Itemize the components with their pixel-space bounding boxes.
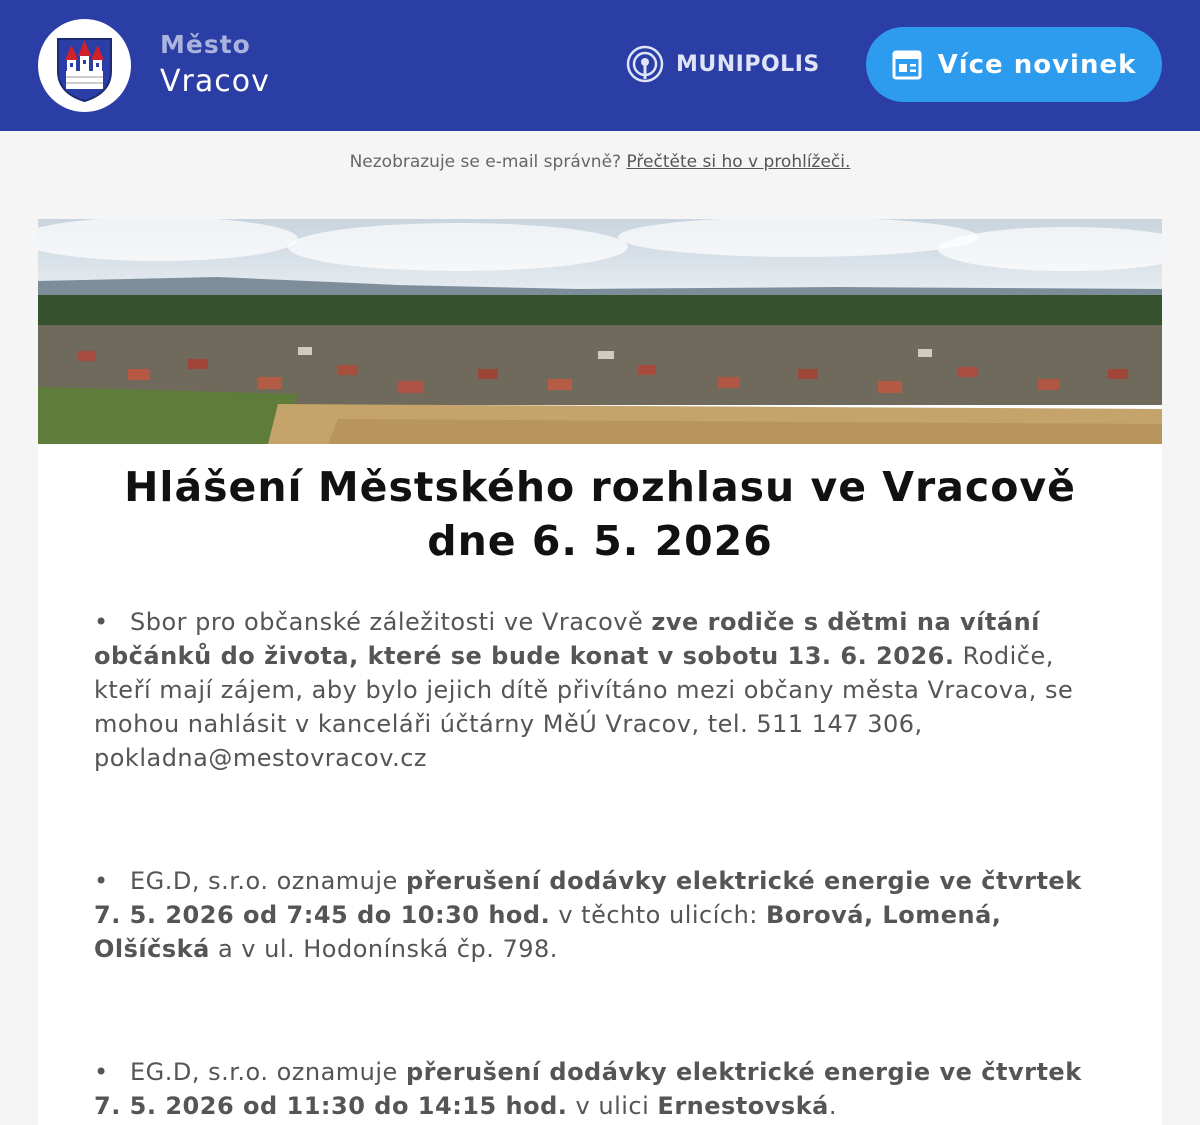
view-in-browser-link[interactable]: Přečtěte si ho v prohlížeči.: [626, 152, 851, 172]
item-text: EG.D, s.r.o. oznamuje: [130, 1058, 406, 1086]
item-highlight: Ernestovská: [657, 1092, 829, 1120]
city-label: Město: [160, 30, 251, 59]
item-text: EG.D, s.r.o. oznamuje: [130, 867, 406, 895]
title-line-2: dne 6. 5. 2026: [427, 517, 773, 565]
title-line-1: Hlášení Městského rozhlasu ve Vracově: [124, 463, 1076, 511]
browser-view-note: [0, 152, 1200, 172]
munipolis-label: MUNIPOLIS: [676, 51, 820, 77]
item-text: Sbor pro občanské záležitosti ve Vracově: [130, 608, 652, 636]
item-text: v těchto ulicích:: [550, 901, 767, 929]
more-news-button[interactable]: [866, 27, 1162, 102]
newspaper-icon: [892, 50, 922, 80]
bullet-icon: •: [94, 867, 109, 895]
bullet-icon: •: [94, 1058, 109, 1086]
header: [0, 0, 1200, 131]
item-text: v ulici: [567, 1092, 658, 1120]
bullet-icon: •: [94, 608, 109, 636]
city-name: Vracov: [160, 64, 270, 99]
list-item: [94, 605, 1104, 775]
munipolis-logo[interactable]: [626, 44, 820, 84]
town-aerial-photo: [38, 219, 1162, 444]
list-item: [94, 1055, 1104, 1123]
coat-of-arms-icon[interactable]: [38, 19, 131, 112]
item-highlight: přerušení dodávky elektrické energie ve čtvrtek 7. 5. 2026 od 7:45 do 10:30 hod.: [94, 867, 1082, 929]
list-item: [94, 864, 1104, 966]
broadcast-icon: [626, 45, 664, 83]
item-text: a v ul. Hodonínská čp. 798.: [209, 935, 558, 963]
item-text: Rodiče, kteří mají zájem, aby bylo jejich dítě přivítáno mezi občany města Vracova, se mohou nahlásit v kanceláři účtárny MěÚ Vracov, tel. 511 147 306, pokladna@mestovracov.cz: [94, 642, 1074, 772]
more-news-label: Více novinek: [937, 49, 1137, 80]
page-title: [0, 460, 1200, 568]
item-highlight: Borová, Lomená, Olšíčská: [94, 901, 1002, 963]
item-highlight: zve rodiče s dětmi na vítání občánků do života, které se bude konat v sobotu 13. 6. 2026.: [94, 608, 1040, 670]
item-text: .: [828, 1092, 837, 1120]
item-highlight: přerušení dodávky elektrické energie ve čtvrtek 7. 5. 2026 od 11:30 do 14:15 hod.: [94, 1058, 1082, 1120]
browser-note-text: Nezobrazuje se e-mail správně?: [349, 152, 622, 172]
